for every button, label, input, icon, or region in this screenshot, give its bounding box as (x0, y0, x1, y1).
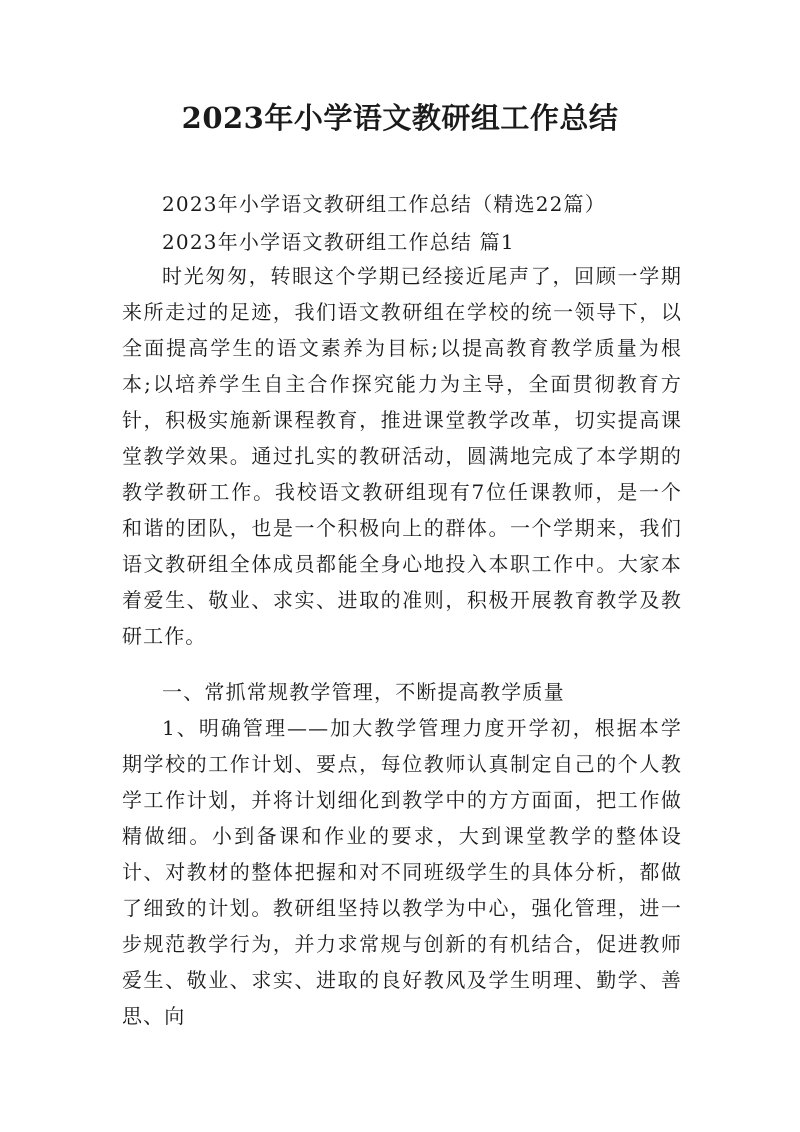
section-heading-1: 一、常抓常规教学管理，不断提高教学质量 (162, 680, 565, 704)
document-subtitle: 2023年小学语文教研组工作总结（精选22篇） (162, 192, 606, 216)
section-heading: 2023年小学语文教研组工作总结 篇1 (162, 230, 515, 254)
body-paragraph-1: 时光匆匆，转眼这个学期已经接近尾声了，回顾一学期来所走过的足迹，我们语文教研组在学校的统一领导下，以全面提高学生的语文素养为目标;以提高教育教学质量为根本;以培养学生自主合作探究能力为主导，全面贯彻教育方针，积极实施新课程教育，推进课堂教学改革，切实提高课堂教学效果。通过扎实的教研活动，圆满地完成了本学期的教学教研工作。我校语文教研组现有7位任课教师，是一个和谐的团队，也是一个积极向上的群体。一个学期来，我们语文教研组全体成员都能全身心地投入本职工作中。大家本着爱生、敬业、求实、进取的准则，积极开展教育教学及教研工作。 (122, 264, 682, 648)
body-paragraph-2: 1、明确管理——加大教学管理力度开学初，根据本学期学校的工作计划、要点，每位教师认真制定自己的个人教学工作计划，并将计划细化到教学中的方方面面，把工作做精做细。小到备课和作业的要求，大到课堂教学的整体设计、对教材的整体把握和对不同班级学生的具体分析，都做了细致的计划。教研组坚持以教学为中心，强化管理，进一步规范教学行为，并力求常规与创新的有机结合，促进教师爱生、敬业、求实、进取的良好教风及学生明理、勤学、善思、向 (122, 716, 682, 1028)
document-title: 2023年小学语文教研组工作总结 (181, 101, 619, 135)
